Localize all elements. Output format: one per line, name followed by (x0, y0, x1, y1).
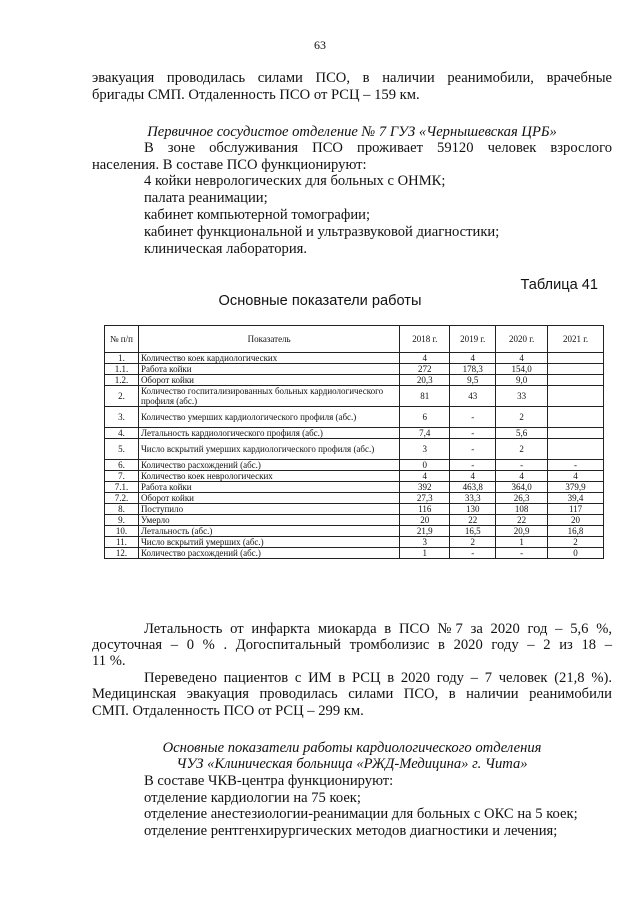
cell-2020: 20,9 (496, 526, 548, 537)
cell-2020: 4 (496, 471, 548, 482)
cell-number: 5. (105, 439, 139, 460)
list-item: клиническая лаборатория. (144, 241, 307, 257)
text-line: В составе ЧКВ-центра функционируют: (144, 773, 394, 789)
text-line: населения. В составе ПСО функционируют: (92, 157, 367, 173)
indicators-table (104, 325, 604, 559)
cell-number: 7.2. (105, 493, 139, 504)
table-row (105, 471, 604, 482)
cell-2021 (548, 428, 604, 439)
cell-2019: - (450, 548, 496, 559)
cell-2021: 16,8 (548, 526, 604, 537)
cell-2020: - (496, 548, 548, 559)
cell-2018: 116 (400, 504, 450, 515)
cell-indicator: Количество расхождений (абс.) (138, 548, 399, 559)
text-line: Переведено пациентов с ИМ в РСЦ в 2020 году – 7 человек (21,8 %). (144, 670, 612, 686)
cell-2021: 117 (548, 504, 604, 515)
cell-2020: 26,3 (496, 493, 548, 504)
header-cell: 2019 г. (450, 326, 496, 353)
table-caption: Таблица 41 (520, 277, 598, 293)
cell-indicator: Число вскрытий умерших кардиологического профиля (абс.) (138, 439, 399, 460)
table-row (105, 515, 604, 526)
cell-number: 3. (105, 407, 139, 428)
cell-number: 4. (105, 428, 139, 439)
text-line: СМП. Отдаленность ПСО от РСЦ – 299 км. (92, 703, 364, 719)
cell-2018: 3 (400, 439, 450, 460)
cell-indicator: Летальность (абс.) (138, 526, 399, 537)
section-heading: Основные показатели работы кардиологического отделения (162, 740, 542, 756)
cell-2019: 43 (450, 386, 496, 407)
cell-2021 (548, 353, 604, 364)
cell-2018: 21,9 (400, 526, 450, 537)
list-item: отделение анестезиологии-реанимации для больных с ОКС на 5 коек; (144, 806, 578, 822)
cell-2018: 4 (400, 471, 450, 482)
page-number: 63 (314, 38, 326, 52)
cell-number: 1.2. (105, 375, 139, 386)
cell-2020: 2 (496, 407, 548, 428)
table-row (105, 548, 604, 559)
header-cell: 2018 г. (400, 326, 450, 353)
cell-indicator: Оборот койки (138, 375, 399, 386)
text-line: Летальность от инфаркта миокарда в ПСО №7 за 2020 год – 5,6 %, (144, 621, 612, 637)
cell-number: 1. (105, 353, 139, 364)
table-row (105, 439, 604, 460)
header-cell: 2020 г. (496, 326, 548, 353)
cell-2020: 2 (496, 439, 548, 460)
cell-2021: 379,9 (548, 482, 604, 493)
cell-2019: - (450, 439, 496, 460)
cell-number: 6. (105, 460, 139, 471)
cell-number: 12. (105, 548, 139, 559)
table-row (105, 493, 604, 504)
table-row (105, 386, 604, 407)
list-item: кабинет функциональной и ультразвуковой диагностики; (144, 224, 500, 240)
text-line: эвакуация проводилась силами ПСО, в наличии реанимобили, врачебные (92, 70, 612, 86)
section-heading: ЧУЗ «Клиническая больница «РЖД-Медицина» г. Чита» (176, 756, 528, 772)
cell-2018: 20,3 (400, 375, 450, 386)
header-cell: 2021 г. (548, 326, 604, 353)
cell-indicator: Поступило (138, 504, 399, 515)
cell-2019: 22 (450, 515, 496, 526)
cell-2019: 463,8 (450, 482, 496, 493)
cell-2020: 108 (496, 504, 548, 515)
cell-indicator: Число вскрытий умерших (абс.) (138, 537, 399, 548)
cell-2019: 178,3 (450, 364, 496, 375)
cell-2021: - (548, 460, 604, 471)
cell-number: 7. (105, 471, 139, 482)
cell-2019: 130 (450, 504, 496, 515)
table-row (105, 460, 604, 471)
table-row (105, 537, 604, 548)
cell-2019: 16,5 (450, 526, 496, 537)
cell-2018: 7,4 (400, 428, 450, 439)
cell-2020: 364,0 (496, 482, 548, 493)
cell-2018: 6 (400, 407, 450, 428)
cell-2021 (548, 375, 604, 386)
cell-indicator: Работа койки (138, 364, 399, 375)
list-item: отделение рентгенхирургических методов диагностики и лечения; (144, 823, 558, 839)
cell-number: 8. (105, 504, 139, 515)
header-cell: Показатель (138, 326, 399, 353)
cell-2019: 33,3 (450, 493, 496, 504)
table-row (105, 353, 604, 364)
cell-2021: 4 (548, 471, 604, 482)
cell-2018: 27,3 (400, 493, 450, 504)
cell-2020: 1 (496, 537, 548, 548)
list-item: отделение кардиологии на 75 коек; (144, 790, 361, 806)
cell-number: 1.1. (105, 364, 139, 375)
text-line: 11 %. (92, 653, 126, 669)
cell-number: 10. (105, 526, 139, 537)
cell-number: 11. (105, 537, 139, 548)
cell-2018: 0 (400, 460, 450, 471)
cell-2019: 4 (450, 353, 496, 364)
cell-number: 9. (105, 515, 139, 526)
cell-indicator: Количество коек неврологических (138, 471, 399, 482)
cell-2020: 4 (496, 353, 548, 364)
cell-indicator: Количество умерших кардиологического профиля (абс.) (138, 407, 399, 428)
table-row (105, 428, 604, 439)
text-line: бригады СМП. Отдаленность ПСО от РСЦ – 159 км. (92, 87, 420, 103)
cell-2021: 2 (548, 537, 604, 548)
list-item: 4 койки неврологических для больных с ОНМК; (144, 173, 446, 189)
cell-2019: 4 (450, 471, 496, 482)
text-line: Медицинская эвакуация проводилась силами ПСО, в наличии реанимобили (92, 686, 612, 702)
table-row (105, 364, 604, 375)
table-row (105, 482, 604, 493)
cell-2021 (548, 386, 604, 407)
cell-2018: 272 (400, 364, 450, 375)
cell-2019: - (450, 407, 496, 428)
table-header-row (105, 326, 604, 353)
text-line: досуточная – 0 % . Догоспитальный тромболизис в 2020 году – 2 из 18 – (92, 637, 612, 653)
cell-2021: 20 (548, 515, 604, 526)
cell-2021: 0 (548, 548, 604, 559)
cell-indicator: Летальность кардиологического профиля (абс.) (138, 428, 399, 439)
cell-2021 (548, 439, 604, 460)
cell-2021: 39,4 (548, 493, 604, 504)
cell-indicator: Количество коек кардиологических (138, 353, 399, 364)
cell-2021 (548, 407, 604, 428)
cell-2018: 3 (400, 537, 450, 548)
cell-2020: 5,6 (496, 428, 548, 439)
cell-2020: 33 (496, 386, 548, 407)
text-line: В зоне обслуживания ПСО проживает 59120 человек взрослого (144, 140, 612, 156)
cell-2019: - (450, 460, 496, 471)
cell-2019: 9,5 (450, 375, 496, 386)
cell-number: 7.1. (105, 482, 139, 493)
cell-2018: 20 (400, 515, 450, 526)
cell-2020: - (496, 460, 548, 471)
cell-2019: 2 (450, 537, 496, 548)
cell-2020: 154,0 (496, 364, 548, 375)
table-title: Основные показатели работы (218, 293, 422, 309)
cell-2020: 9,0 (496, 375, 548, 386)
header-cell: № п/п (105, 326, 139, 353)
cell-number: 2. (105, 386, 139, 407)
table-row (105, 526, 604, 537)
cell-2018: 392 (400, 482, 450, 493)
cell-2018: 1 (400, 548, 450, 559)
list-item: кабинет компьютерной томографии; (144, 207, 371, 223)
cell-2020: 22 (496, 515, 548, 526)
section-heading: Первичное сосудистое отделение № 7 ГУЗ «Чернышевская ЦРБ» (147, 124, 557, 140)
cell-indicator: Умерло (138, 515, 399, 526)
list-item: палата реанимации; (144, 190, 268, 206)
table-row (105, 504, 604, 515)
cell-2018: 81 (400, 386, 450, 407)
cell-indicator: Количество расхождений (абс.) (138, 460, 399, 471)
table-row (105, 375, 604, 386)
table-row (105, 407, 604, 428)
cell-indicator: Количество госпитализированных больных кардиологического профиля (абс.) (138, 386, 399, 407)
cell-2021 (548, 364, 604, 375)
cell-2018: 4 (400, 353, 450, 364)
cell-indicator: Работа койки (138, 482, 399, 493)
cell-2019: - (450, 428, 496, 439)
cell-indicator: Оборот койки (138, 493, 399, 504)
